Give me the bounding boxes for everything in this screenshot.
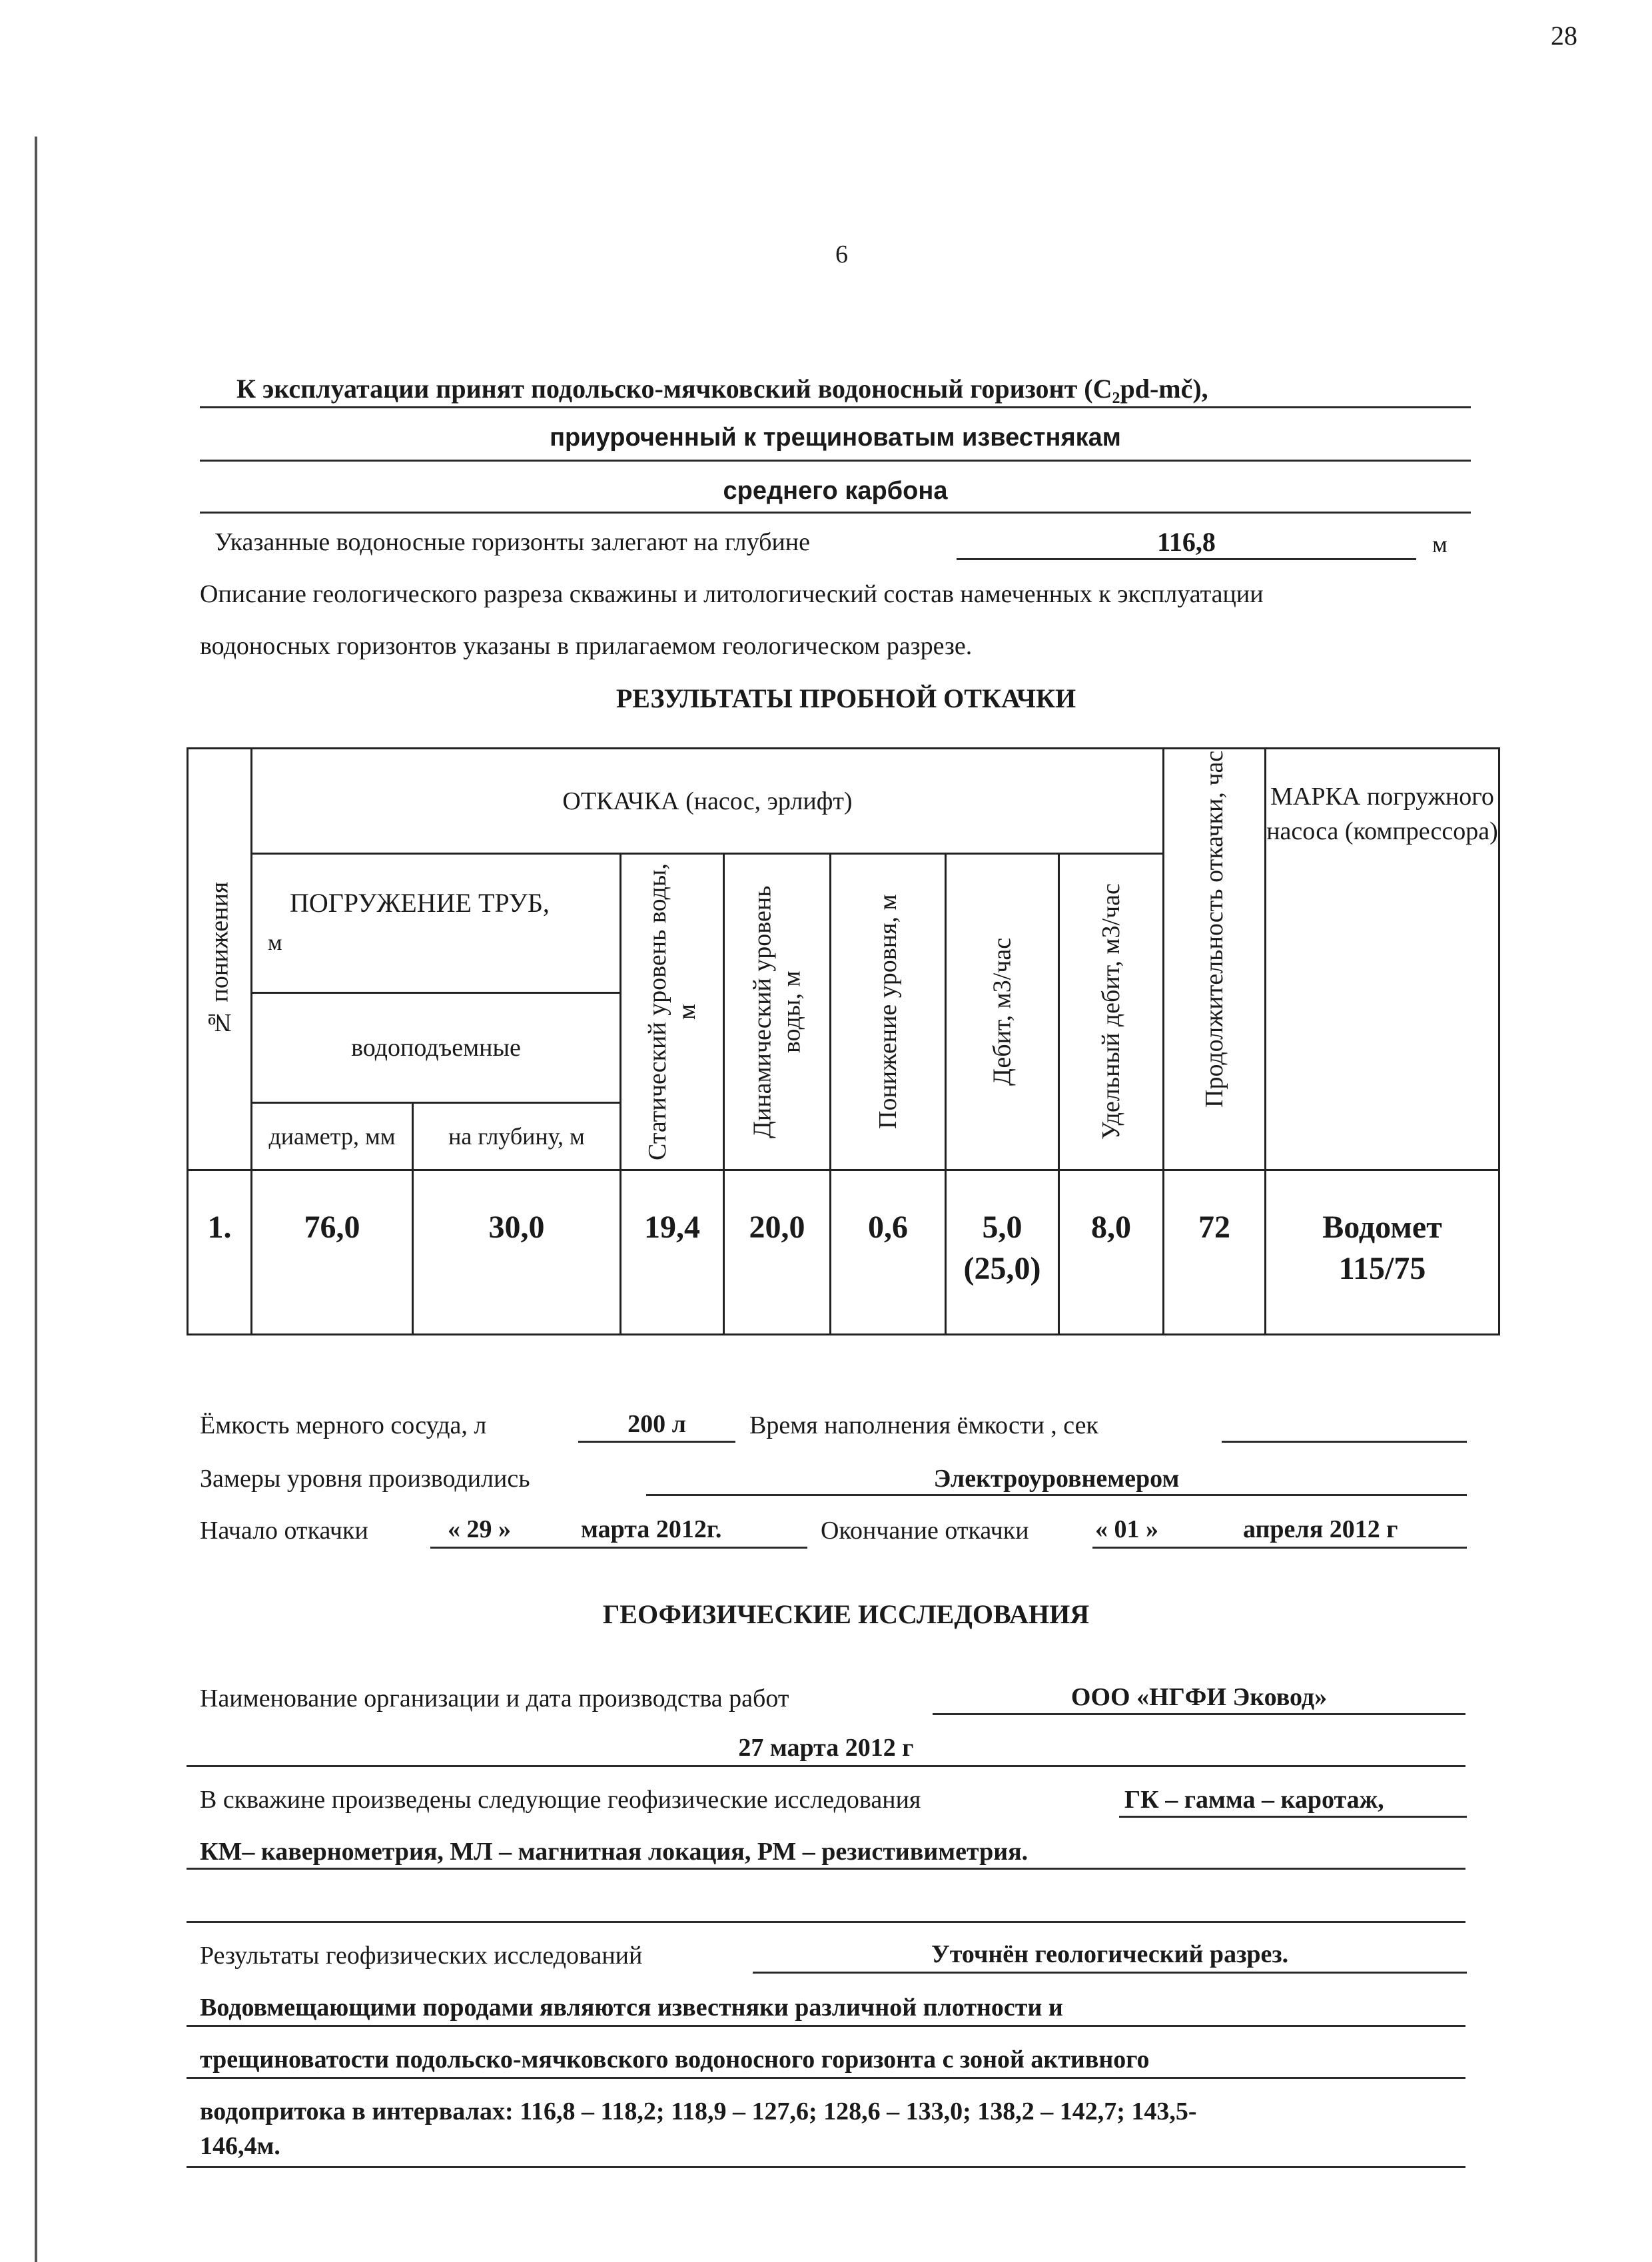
description-line-2: водоносных горизонтов указаны в прилагаемом геологическом разрезе. — [200, 632, 973, 660]
description-line-1: Описание геологического разреза скважины и литологический состав намеченных к эксплуатации — [200, 580, 1264, 608]
org-value: ООО «НГФИ Эковод» — [1070, 1683, 1328, 1711]
horizon-line-1: К эксплуатации принят подольско-мячковский водоносный горизонт (C₂pd-mč), — [236, 374, 1208, 404]
level-value: Электроуровнемером — [933, 1465, 1180, 1493]
cell-static-level: 19,4 — [644, 1210, 700, 1245]
results-line-2: Водовмещающими породами являются известняки различной плотности и — [200, 1994, 1063, 2022]
vessel-value: 200 л — [627, 1410, 686, 1438]
depth-label: Указанные водоносные горизонты залегают на глубине — [214, 528, 810, 556]
fill-time-underline — [1222, 1441, 1467, 1443]
vessel-label: Ёмкость мерного сосуда, л — [200, 1411, 487, 1439]
header-duration: Продолжительность откачки, час — [1200, 750, 1228, 1108]
header-pump-brand: МАРКА погружного насоса (компрессора) — [1266, 783, 1498, 845]
underline-1 — [200, 406, 1471, 408]
header-yield: Дебит, м3/час — [988, 937, 1017, 1086]
end-month: апреля 2012 г — [1243, 1515, 1398, 1543]
studies-value-2: КМ– кавернометрия, МЛ – магнитная локация, РМ – резистивиметрия. — [200, 1838, 1029, 1866]
header-drawdown: Понижение уровня, м — [874, 894, 902, 1130]
header-pipe-immersion-unit: м — [268, 931, 282, 955]
results-line-5: 146,4м. — [200, 2132, 280, 2160]
results-underline — [753, 1972, 1467, 1974]
studies-underline-2 — [187, 1868, 1465, 1870]
results-line-3: трещиноватости подольско-мячковского водоносного горизонта с зоной активного — [200, 2046, 1150, 2074]
cell-pump-brand-1: Водомет — [1322, 1210, 1442, 1245]
org-underline — [933, 1713, 1465, 1715]
cell-specific-yield: 8,0 — [1091, 1210, 1131, 1245]
org-date-underline — [187, 1765, 1465, 1767]
cell-depth: 30,0 — [488, 1210, 545, 1245]
blank-underline — [187, 1921, 1465, 1923]
depth-unit: м — [1432, 531, 1447, 558]
header-depth: на глубину, м — [448, 1123, 585, 1150]
header-lifting: водоподъемные — [351, 1034, 521, 1062]
horizon-line-3: среднего карбона — [723, 477, 948, 505]
underline-2 — [200, 460, 1471, 462]
results-label: Результаты геофизических исследований — [200, 1942, 643, 1970]
studies-underline-1 — [1119, 1816, 1467, 1818]
horizon-line-2: приуроченный к трещиноватым известнякам — [550, 424, 1121, 452]
end-label: Окончание откачки — [821, 1517, 1029, 1545]
header-static-level: Статический уровень воды, м — [643, 863, 701, 1160]
start-day: « 29 » — [448, 1515, 511, 1543]
results-line-4: водопритока в интервалах: 116,8 – 118,2; 118,9 – 127,6; 128,6 – 133,0; 138,2 – 142,7; 143,5- — [200, 2097, 1197, 2125]
start-month: марта 2012г. — [581, 1515, 722, 1543]
level-label: Замеры уровня производились — [200, 1465, 530, 1493]
results-underline-3 — [187, 2077, 1465, 2079]
cell-duration: 72 — [1198, 1210, 1230, 1245]
cell-number: 1. — [207, 1210, 232, 1245]
level-underline — [646, 1494, 1467, 1496]
geophysics-title: ГЕОФИЗИЧЕСКИЕ ИССЛЕДОВАНИЯ — [602, 1599, 1090, 1629]
depth-underline — [957, 558, 1416, 560]
inner-page-number: 6 — [835, 240, 848, 268]
org-date: 27 марта 2012 г — [738, 1734, 914, 1762]
test-pumping-title: РЕЗУЛЬТАТЫ ПРОБНОЙ ОТКАЧКИ — [616, 683, 1076, 713]
vessel-underline — [578, 1441, 735, 1443]
header-pumping: ОТКАЧКА (насос, эрлифт) — [562, 787, 853, 815]
cell-diameter: 76,0 — [304, 1210, 360, 1245]
end-day: « 01 » — [1095, 1515, 1158, 1543]
header-dynamic-level: Динамический уровень воды, м — [748, 885, 806, 1138]
end-underline — [1092, 1547, 1467, 1549]
header-specific-yield: Удельный дебит, м3/час — [1097, 883, 1125, 1140]
underline-3 — [200, 512, 1471, 514]
start-label: Начало откачки — [200, 1517, 368, 1545]
results-underline-4 — [187, 2166, 1465, 2168]
studies-value-1: ГК – гамма – каротаж, — [1124, 1786, 1384, 1814]
studies-label: В скважине произведены следующие геофизические исследования — [200, 1786, 921, 1814]
org-label: Наименование организации и дата производства работ — [200, 1685, 789, 1712]
cell-pump-brand-2: 115/75 — [1338, 1251, 1426, 1286]
start-underline — [430, 1547, 807, 1549]
results-value: Уточнён геологический разрез. — [931, 1940, 1289, 1968]
test-pumping-table — [187, 747, 1500, 1335]
cell-yield-extra: (25,0) — [963, 1251, 1041, 1286]
sheet-number: 28 — [1551, 21, 1577, 51]
header-pipe-immersion: ПОГРУЖЕНИЕ ТРУБ, — [290, 888, 550, 918]
depth-value: 116,8 — [1157, 527, 1216, 557]
fill-time-label: Время наполнения ёмкости , сек — [749, 1411, 1098, 1439]
results-underline-2 — [187, 2025, 1465, 2027]
cell-dynamic-level: 20,0 — [749, 1210, 805, 1245]
left-margin-line — [35, 137, 37, 2262]
header-number: № понижения — [205, 881, 234, 1037]
cell-yield: 5,0 — [982, 1210, 1023, 1245]
header-diameter: диаметр, мм — [268, 1123, 396, 1150]
cell-drawdown: 0,6 — [868, 1210, 908, 1245]
